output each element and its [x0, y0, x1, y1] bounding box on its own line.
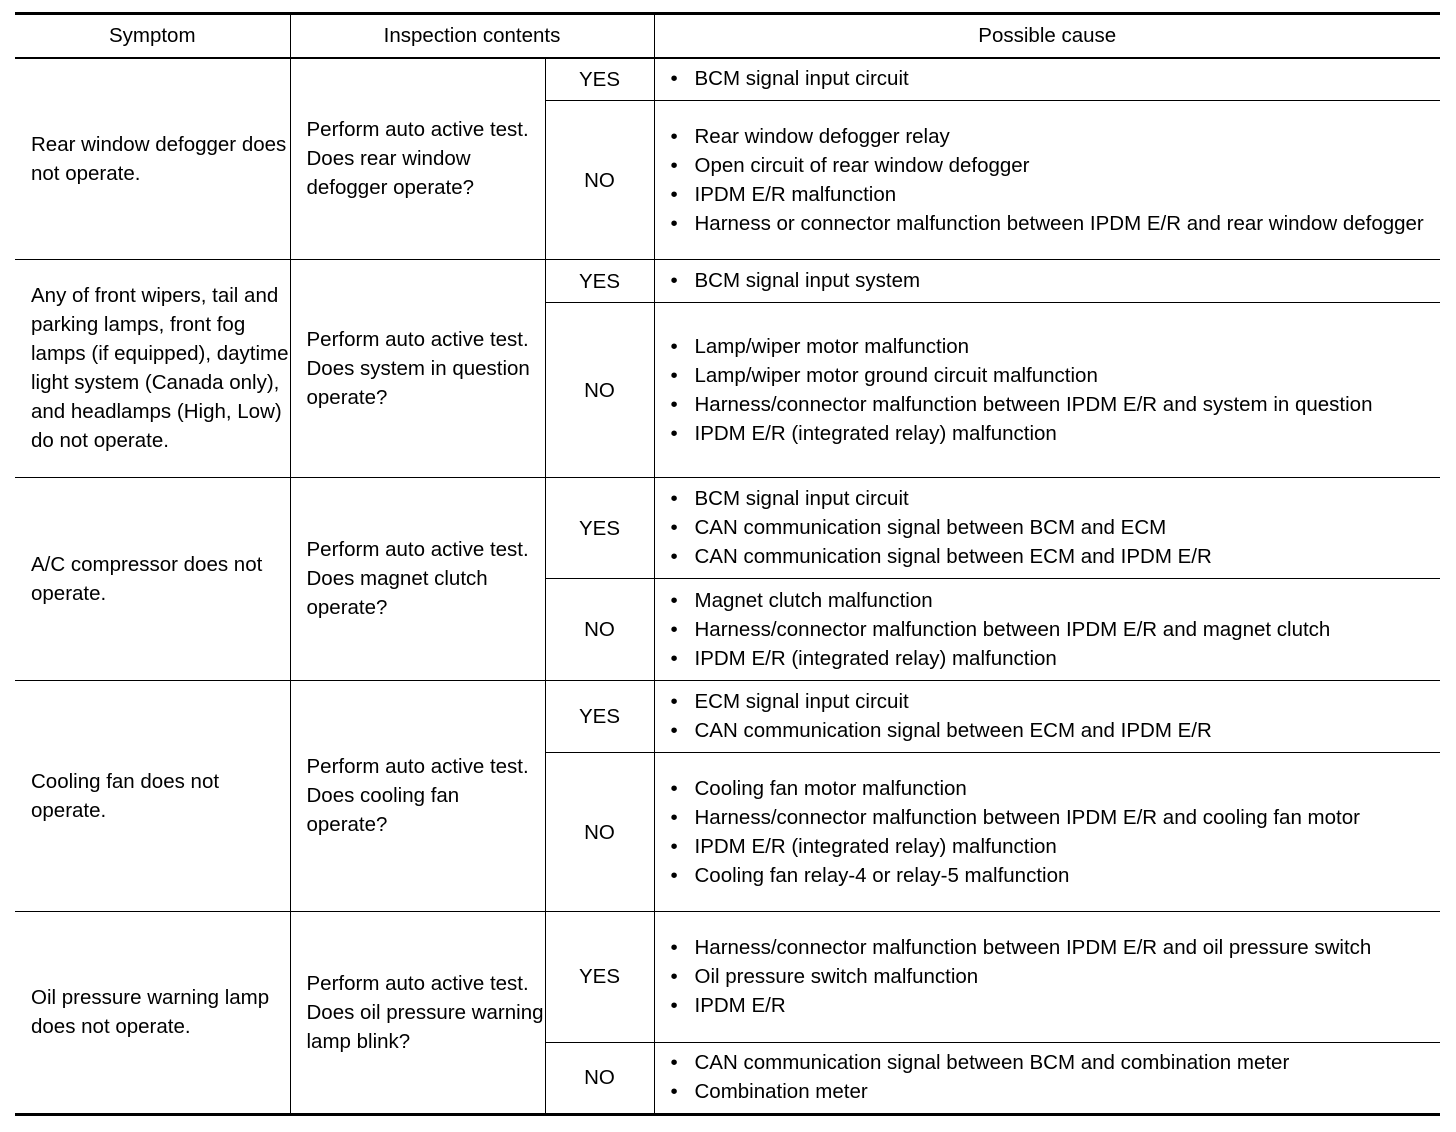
cause-item: • CAN communication signal between BCM and combination meter	[669, 1048, 1433, 1077]
table-row	[15, 680, 1440, 752]
cause-item: • BCM signal input system	[669, 266, 1433, 295]
cause-item: • Lamp/wiper motor ground circuit malfunction	[669, 361, 1433, 390]
table-row	[15, 259, 1440, 302]
cause-item: • IPDM E/R (integrated relay) malfunction	[669, 832, 1433, 861]
table-row	[15, 58, 1440, 101]
cause-item: • CAN communication signal between ECM and IPDM E/R	[669, 542, 1433, 571]
inspection-cell: Perform auto active test. Does oil pressure warning lamp blink?	[290, 911, 545, 1114]
cause-item: • Rear window defogger relay	[669, 122, 1433, 151]
cause-item: • CAN communication signal between ECM and IPDM E/R	[669, 716, 1433, 745]
cause-list	[669, 586, 1433, 673]
cause-item: • ECM signal input circuit	[669, 687, 1433, 716]
cause-cell	[654, 259, 1440, 302]
cause-cell	[654, 101, 1440, 260]
cause-item: • Cooling fan motor malfunction	[669, 774, 1433, 803]
cause-item: • Magnet clutch malfunction	[669, 586, 1433, 615]
cause-list	[669, 774, 1433, 890]
symptom-cell: Any of front wipers, tail and parking lamps, front fog lamps (if equipped), daytime light system (Canada only), and headlamps (High, Low) do not operate.	[15, 259, 290, 477]
cause-item: • IPDM E/R malfunction	[669, 180, 1433, 209]
header-cause: Possible cause	[654, 14, 1440, 58]
cause-item: • BCM signal input circuit	[669, 64, 1433, 93]
inspection-cell: Perform auto active test. Does cooling fan operate?	[290, 680, 545, 911]
answer-no: NO	[545, 1042, 654, 1114]
cause-cell	[654, 303, 1440, 478]
answer-no: NO	[545, 753, 654, 912]
inspection-cell: Perform auto active test. Does rear window defogger operate?	[290, 58, 545, 260]
header-row	[15, 14, 1440, 58]
cause-cell	[654, 58, 1440, 101]
answer-yes: YES	[545, 911, 654, 1042]
cause-cell	[654, 680, 1440, 752]
table-row	[15, 911, 1440, 1042]
diagnosis-table	[15, 12, 1440, 1116]
cause-item: • Harness/connector malfunction between IPDM E/R and system in question	[669, 390, 1433, 419]
cause-item: • Harness or connector malfunction between IPDM E/R and rear window defogger	[669, 209, 1433, 238]
cause-list	[669, 266, 1433, 295]
cause-list	[669, 122, 1433, 238]
answer-no: NO	[545, 101, 654, 260]
symptom-cell: Rear window defogger does not operate.	[15, 58, 290, 260]
table-row	[15, 477, 1440, 578]
cause-item: • Harness/connector malfunction between IPDM E/R and cooling fan motor	[669, 803, 1433, 832]
cause-item: • CAN communication signal between BCM and ECM	[669, 513, 1433, 542]
cause-item: • IPDM E/R (integrated relay) malfunction	[669, 419, 1433, 448]
cause-item: • IPDM E/R (integrated relay) malfunction	[669, 644, 1433, 673]
cause-cell	[654, 579, 1440, 680]
cause-list	[669, 64, 1433, 93]
cause-item: • IPDM E/R	[669, 991, 1433, 1020]
cause-cell	[654, 477, 1440, 578]
cause-item: • Open circuit of rear window defogger	[669, 151, 1433, 180]
answer-no: NO	[545, 303, 654, 478]
answer-yes: YES	[545, 58, 654, 101]
cause-list	[669, 484, 1433, 571]
cause-item: • Lamp/wiper motor malfunction	[669, 332, 1433, 361]
header-inspection: Inspection contents	[290, 14, 654, 58]
cause-cell	[654, 1042, 1440, 1114]
symptom-cell: A/C compressor does not operate.	[15, 477, 290, 680]
cause-item: • Harness/connector malfunction between IPDM E/R and oil pressure switch	[669, 933, 1433, 962]
header-symptom: Symptom	[15, 14, 290, 58]
cause-item: • Cooling fan relay-4 or relay-5 malfunction	[669, 861, 1433, 890]
cause-list	[669, 1048, 1433, 1106]
answer-yes: YES	[545, 477, 654, 578]
answer-no: NO	[545, 579, 654, 680]
inspection-cell: Perform auto active test. Does magnet clutch operate?	[290, 477, 545, 680]
cause-cell	[654, 911, 1440, 1042]
cause-list	[669, 332, 1433, 448]
cause-item: • Oil pressure switch malfunction	[669, 962, 1433, 991]
cause-item: • Harness/connector malfunction between IPDM E/R and magnet clutch	[669, 615, 1433, 644]
symptom-cell: Cooling fan does not operate.	[15, 680, 290, 911]
symptom-cell: Oil pressure warning lamp does not operate.	[15, 911, 290, 1114]
cause-item: • Combination meter	[669, 1077, 1433, 1106]
answer-yes: YES	[545, 680, 654, 752]
cause-item: • BCM signal input circuit	[669, 484, 1433, 513]
answer-yes: YES	[545, 259, 654, 302]
cause-list	[669, 933, 1433, 1020]
cause-list	[669, 687, 1433, 745]
cause-cell	[654, 753, 1440, 912]
inspection-cell: Perform auto active test. Does system in question operate?	[290, 259, 545, 477]
